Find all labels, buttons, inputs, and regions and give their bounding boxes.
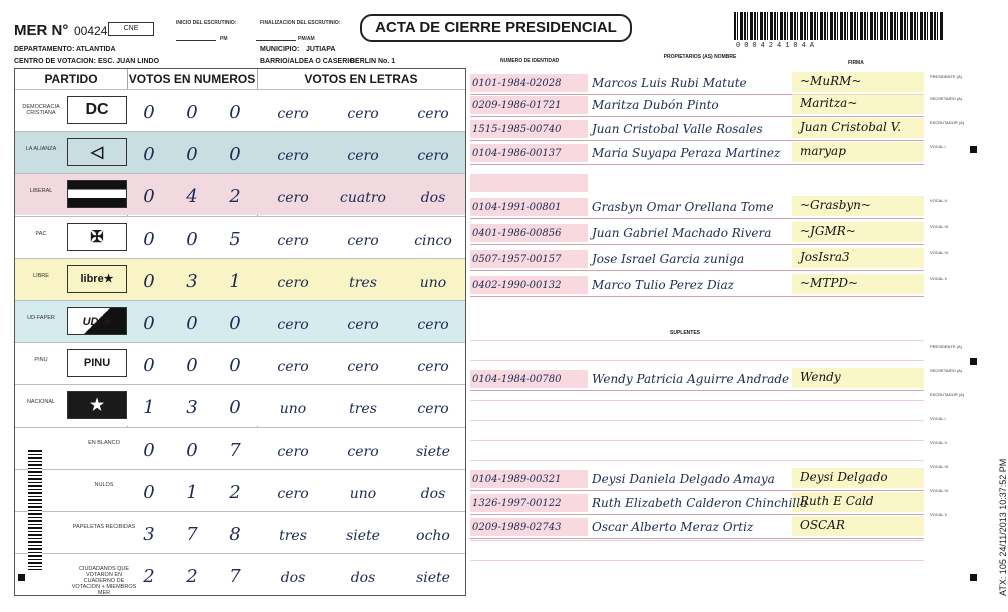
vote-digit: 7 [186, 524, 198, 545]
suplente-role: ESCRUTADOR (A) [930, 392, 965, 397]
vote-digit: 2 [229, 481, 241, 503]
vote-digit: 0 [143, 481, 155, 503]
row-line [470, 360, 924, 361]
suplente-role: SECRETARIO (A) [930, 368, 963, 373]
member-name: Juan Gabriel Machado Rivera [592, 226, 772, 240]
vote-digit: 1 [143, 397, 155, 419]
vote-word: cero [277, 148, 309, 165]
summary-row [15, 427, 465, 469]
member-name: Maria Suyapa Peraza Martinez [592, 146, 781, 160]
vote-word: cero [347, 317, 379, 333]
vote-word: cero [417, 148, 449, 165]
vote-digit: 0 [186, 228, 198, 250]
vote-digit: 3 [186, 397, 198, 419]
vote-word: cinco [414, 232, 452, 249]
row-line [470, 296, 924, 297]
suplente-name: Ruth Elizabeth Calderon Chinchilla [592, 496, 808, 510]
member-role: PRESIDENTE (A) [930, 74, 963, 79]
row-line [470, 420, 924, 421]
vote-digit: 2 [229, 186, 241, 208]
party-logo-icon: ★ [67, 391, 127, 419]
vote-word: siete [346, 528, 380, 544]
party-logo-icon: PINU [67, 349, 127, 377]
row-line [470, 490, 924, 491]
member-id: 0401-1986-00856 [472, 228, 562, 239]
vote-word: cero [347, 232, 379, 249]
member-id: 0104-1986-00137 [472, 148, 562, 159]
member-id: 0507-1957-00157 [472, 254, 562, 265]
page-title: ACTA DE CIERRE PRESIDENCIAL [360, 14, 632, 42]
timestamp-stamp: ATX: 105 24/11/2013 10:37:52 PM [998, 458, 1008, 596]
barrio-value: BERLIN No. 1 [350, 58, 396, 65]
suplente-name: Oscar Alberto Meraz Ortiz [592, 520, 754, 534]
vote-digit: 3 [186, 270, 198, 292]
corner-mark [970, 146, 977, 153]
vote-word: cero [277, 485, 309, 502]
row-line [470, 538, 924, 539]
suplente-name: Deysi Daniela Delgado Amaya [592, 472, 775, 486]
party-row [15, 342, 465, 384]
party-row [15, 384, 465, 426]
departamento-value: ATLANTIDA [76, 46, 116, 53]
party-row [15, 173, 465, 215]
vote-word: cero [347, 106, 379, 122]
party-logo-icon: ✠ [67, 223, 127, 251]
vote-digit: 0 [143, 228, 155, 250]
vote-word: dos [280, 570, 306, 587]
centro-label: CENTRO DE VOTACION: [14, 58, 96, 65]
inicio-pm: PM [220, 36, 228, 42]
vote-word: cero [417, 106, 449, 122]
vote-digit: 0 [186, 313, 198, 334]
member-signature: ~JGMR~ [800, 224, 856, 238]
vote-digit: 0 [186, 355, 198, 377]
vote-digit: 0 [229, 397, 241, 419]
vote-digit: 7 [229, 566, 241, 588]
vote-word: dos [350, 570, 376, 587]
vote-digit: 7 [229, 439, 241, 461]
vote-digit: 2 [143, 566, 155, 588]
party-row [15, 131, 465, 173]
vote-digit: 2 [186, 566, 198, 588]
fin-pm-am: PM/AM [298, 36, 315, 42]
vote-word: dos [420, 485, 446, 502]
member-id: 0101-1984-02028 [472, 78, 562, 89]
vote-word: ocho [416, 528, 450, 544]
party-row [15, 89, 465, 131]
party-row [15, 300, 465, 342]
member-name: Juan Cristobal Valle Rosales [592, 122, 763, 136]
vote-digit: 0 [143, 102, 155, 123]
member-role: VOCAL IV [930, 250, 949, 255]
vote-digit: 0 [186, 144, 198, 166]
vote-word: uno [279, 401, 307, 418]
vote-digit: 1 [186, 481, 198, 503]
row-line [470, 400, 924, 401]
row-line [470, 460, 924, 461]
member-name: Maritza Dubón Pinto [592, 98, 719, 112]
vote-word: dos [420, 190, 446, 207]
suplente-role: VOCAL IV [930, 488, 949, 493]
party-name: LA ALIANZA [25, 146, 57, 153]
party-name: DEMOCRACIA CRISTIANA [22, 104, 60, 116]
member-name: Marco Tulio Perez Diaz [592, 278, 734, 292]
row-line [470, 390, 924, 391]
row-line [470, 270, 924, 271]
vote-word: cero [417, 317, 449, 333]
row-line [470, 244, 924, 245]
member-role: ESCRUTADOR (A) [930, 120, 965, 125]
vote-word: siete [416, 570, 450, 587]
suplente-role: VOCAL V [930, 512, 948, 517]
party-name: PINU [34, 357, 48, 364]
id-cell [470, 174, 588, 192]
name-header: PROPIETARIOS (AS) NOMBRE [663, 54, 737, 60]
vote-digit: 5 [229, 228, 241, 250]
member-role: VOCAL II [930, 198, 947, 203]
summary-label: PAPELETAS RECIBIDAS [72, 524, 136, 530]
summary-label: EN BLANCO [88, 439, 120, 446]
firma-header: FIRMA [848, 60, 864, 66]
vote-digit: 0 [143, 439, 155, 461]
suplente-name: Wendy Patricia Aguirre Andrade [592, 372, 790, 386]
vote-digit: 0 [229, 144, 241, 166]
suplentes-header: SUPLENTES [670, 330, 701, 336]
vote-word: cero [277, 190, 309, 207]
inicio-label: INICIO DEL ESCRUTINIO: [176, 20, 237, 26]
summary-row [15, 469, 465, 511]
member-role: VOCAL I [930, 144, 946, 149]
corner-mark [970, 574, 977, 581]
vote-digit: 0 [143, 270, 155, 292]
vote-word: uno [419, 274, 447, 291]
barcode-number: 000424104A [736, 42, 819, 50]
member-name: Grasbyn Omar Orellana Tome [592, 200, 774, 214]
member-id: 0209-1986-01721 [472, 100, 562, 111]
member-signature: maryap [800, 144, 846, 158]
corner-mark [970, 358, 977, 365]
barrio-label: BARRIO/ALDEA O CASERIO: [260, 58, 357, 65]
col-numeros: VOTOS EN NUMEROS [128, 72, 256, 86]
member-signature: ~MuRM~ [800, 74, 862, 88]
vote-digit: 8 [229, 524, 241, 545]
member-signature: ~MTPD~ [800, 276, 859, 290]
inicio-line [176, 40, 216, 41]
member-name: Marcos Luis Rubi Matute [592, 76, 747, 90]
row-line [470, 514, 924, 515]
party-name: UD-FAPER [27, 315, 55, 321]
row-line [470, 164, 924, 165]
suplente-id: 1326-1997-00122 [472, 498, 562, 509]
member-role: VOCAL III [930, 224, 948, 229]
party-logo-icon: ◁ [67, 138, 127, 166]
suplente-role: VOCAL II [930, 440, 947, 445]
vote-word: cero [277, 359, 309, 376]
member-id: 1515-1985-00740 [472, 124, 562, 135]
summary-row [15, 511, 465, 553]
mer-number: 00424 [74, 24, 108, 38]
vote-word: cero [417, 401, 449, 418]
member-signature: JosIsra3 [800, 250, 850, 264]
vote-digit: 1 [229, 270, 241, 292]
party-name: LIBRE [33, 272, 49, 279]
votes-table [14, 68, 466, 596]
summary-label: CIUDADANOS QUE VOTARON EN CUADERNO DE VOTACION + MIEMBROS MER [71, 566, 137, 597]
suplente-id: 0209-1989-02743 [472, 522, 562, 533]
vote-word: tres [349, 401, 377, 418]
member-role: SECRETARIO (A) [930, 96, 963, 101]
fin-label: FINALIZACION DEL ESCRUTINIO: [260, 20, 341, 26]
vote-word: cero [277, 232, 309, 249]
vote-digit: 0 [143, 355, 155, 377]
corner-mark [18, 574, 25, 581]
vote-digit: 3 [143, 524, 155, 545]
suplente-signature: OSCAR [800, 518, 845, 532]
suplente-id: 0104-1989-00321 [472, 474, 562, 485]
cne-logo: CNE [108, 22, 154, 36]
vote-word: siete [416, 443, 450, 460]
vote-word: uno [349, 485, 377, 502]
vote-word: cero [347, 148, 379, 165]
party-row [15, 258, 465, 300]
vote-word: cero [277, 317, 309, 333]
suplente-role: VOCAL I [930, 416, 946, 421]
party-row [15, 216, 465, 258]
centro-value: ESC. JUAN LINDO [98, 58, 160, 65]
vote-word: cero [347, 443, 379, 460]
summary-row [15, 553, 465, 595]
party-name: LIBERAL [29, 188, 53, 195]
vote-word: cero [417, 359, 449, 376]
party-logo-icon: UD ☀ [67, 307, 127, 335]
vote-word: cero [347, 359, 379, 376]
member-role: VOCAL V [930, 276, 948, 281]
municipio-value: JUTIAPA [306, 46, 336, 53]
vote-digit: 0 [229, 355, 241, 377]
vote-word: cero [277, 443, 309, 460]
summary-label: NULOS [94, 481, 114, 488]
suplente-signature: Ruth E Cald [800, 494, 874, 508]
suplente-signature: Deysi Delgado [800, 470, 888, 484]
vote-word: tres [279, 528, 307, 544]
row-line [470, 340, 924, 341]
suplente-role: PRESIDENTE (A) [930, 344, 963, 349]
vote-digit: 0 [186, 102, 198, 123]
municipio-label: MUNICIPIO: [260, 46, 300, 53]
member-id: 0402-1990-00132 [472, 280, 562, 291]
mer-label: MER N° [14, 22, 69, 39]
col-letras: VOTOS EN LETRAS [304, 72, 418, 86]
vote-word: cuatro [340, 190, 386, 207]
member-signature: ~Grasbyn~ [800, 198, 871, 212]
barcode [734, 12, 944, 40]
id-header: NUMERO DE IDENTIDAD [500, 58, 560, 64]
vote-digit: 0 [229, 102, 241, 123]
fin-line [256, 40, 296, 41]
vote-digit: 0 [143, 313, 155, 334]
vote-word: tres [349, 274, 377, 291]
departamento-label: DEPARTAMENTO: [14, 46, 75, 53]
vote-word: cero [277, 274, 309, 291]
party-logo-icon [67, 180, 127, 208]
party-logo-icon: DC [67, 96, 127, 124]
member-signature: Maritza~ [800, 96, 858, 110]
member-signature: Juan Cristobal V. [800, 120, 902, 134]
party-name: NACIONAL [26, 399, 56, 406]
row-line [470, 116, 924, 117]
vote-digit: 0 [229, 313, 241, 334]
side-barcode [28, 450, 42, 570]
member-name: Jose Israel Garcia zuniga [592, 252, 745, 266]
suplente-signature: Wendy [800, 370, 841, 384]
vote-digit: 4 [186, 186, 198, 208]
vote-word: cero [277, 106, 309, 122]
row-line [470, 560, 924, 561]
row-line [470, 440, 924, 441]
suplente-id: 0104-1984-00780 [472, 374, 562, 385]
vote-digit: 0 [143, 144, 155, 166]
vote-digit: 0 [186, 439, 198, 461]
party-logo-icon: libre★ [67, 265, 127, 293]
row-line [470, 218, 924, 219]
vote-digit: 0 [143, 186, 155, 208]
col-partido: PARTIDO [44, 72, 98, 86]
row-line [470, 140, 924, 141]
party-name: PAC [35, 230, 47, 237]
member-id: 0104-1991-00801 [472, 202, 562, 213]
row-line [470, 540, 924, 541]
suplente-role: VOCAL III [930, 464, 948, 469]
